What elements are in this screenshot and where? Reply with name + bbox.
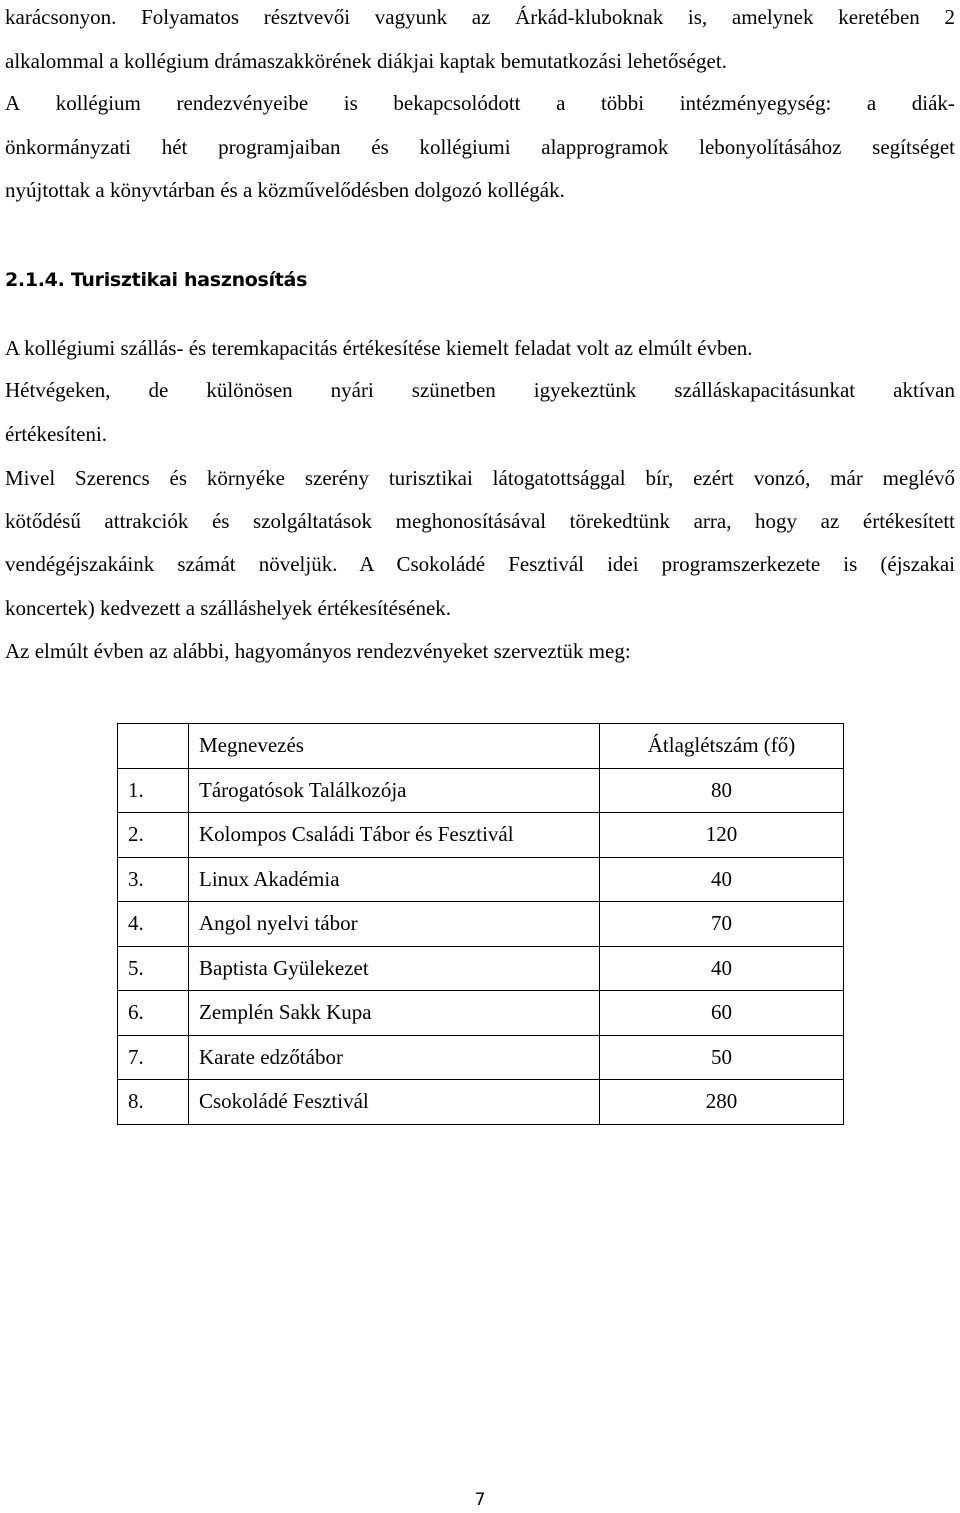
row-number-cell: 6. — [118, 991, 189, 1036]
header-number-cell — [118, 724, 189, 769]
paragraph-2-line-1-word: bekapcsolódott — [393, 91, 521, 115]
table-row — [118, 946, 844, 991]
paragraph-4-line-3-text: vendégéjszakáink számát növeljük. A Csokoládé Fesztivál idei programszerkezete is (éjszakai — [5, 552, 955, 576]
row-count-cell: 40 — [600, 946, 844, 991]
paragraph-3-line-2-word: aktívan — [893, 378, 955, 402]
row-name-cell: Karate edzőtábor — [189, 1035, 600, 1080]
table-row — [118, 1035, 844, 1080]
paragraph-2-line-1-word: intézményegység: — [679, 91, 832, 115]
row-count-cell: 70 — [600, 902, 844, 947]
header-count-cell: Átlaglétszám (fő) — [600, 724, 844, 769]
paragraph-3-line-3: értékesíteni. — [5, 422, 108, 446]
row-number-cell: 5. — [118, 946, 189, 991]
paragraph-2-line-2 — [5, 134, 955, 160]
paragraph-2-line-1 — [5, 90, 955, 116]
paragraph-2-line-3: nyújtottak a könyvtárban és a közművelődésben dolgozó kollégák. — [5, 178, 565, 202]
paragraph-3-line-2-word: nyári — [330, 378, 374, 402]
paragraph-4-line-2 — [5, 508, 955, 534]
table-row — [118, 1080, 844, 1125]
paragraph-1-line-1 — [5, 4, 955, 30]
row-count-cell: 50 — [600, 1035, 844, 1080]
row-name-cell: Baptista Gyülekezet — [189, 946, 600, 991]
paragraph-2-line-1-word: rendezvényeibe — [176, 91, 309, 115]
table-row — [118, 902, 844, 947]
section-heading: 2.1.4. Turisztikai hasznosítás — [5, 269, 308, 291]
paragraph-2-line-1-word: A — [5, 91, 21, 115]
paragraph-3-line-2-word: de — [148, 378, 169, 402]
paragraph-3-line-2-word: igyekeztünk — [533, 378, 637, 402]
table-row — [118, 768, 844, 813]
row-count-cell: 40 — [600, 857, 844, 902]
paragraph-3-line-2-word: szünetben — [411, 378, 496, 402]
paragraph-2-line-1-word: a — [866, 91, 877, 115]
header-name-cell: Megnevezés — [189, 724, 600, 769]
row-name-cell: Zemplén Sakk Kupa — [189, 991, 600, 1036]
row-number-cell: 7. — [118, 1035, 189, 1080]
row-count-cell: 60 — [600, 991, 844, 1036]
table-row — [118, 813, 844, 858]
table-row — [118, 857, 844, 902]
row-name-cell: Linux Akadémia — [189, 857, 600, 902]
paragraph-5-line-1: Az elmúlt évben az alábbi, hagyományos rendezvényeket szerveztük meg: — [5, 639, 631, 663]
row-number-cell: 3. — [118, 857, 189, 902]
paragraph-4-line-2-text: kötődésű attrakciók és szolgáltatások meghonosításával törekedtünk arra, hogy az értékesített — [5, 509, 955, 533]
paragraph-3-line-1: A kollégiumi szállás- és teremkapacitás értékesítése kiemelt feladat volt az elmúlt évben. — [5, 336, 753, 360]
paragraph-2-line-1-word: is — [343, 91, 358, 115]
row-number-cell: 4. — [118, 902, 189, 947]
row-number-cell: 1. — [118, 768, 189, 813]
paragraph-1-line-1-text: karácsonyon. Folyamatos résztvevői vagyunk az Árkád-kluboknak is, amelynek keretében 2 — [5, 5, 955, 29]
paragraph-3-line-2-word: Hétvégeken, — [5, 378, 111, 402]
row-count-cell: 120 — [600, 813, 844, 858]
row-name-cell: Csokoládé Fesztivál — [189, 1080, 600, 1125]
row-number-cell: 2. — [118, 813, 189, 858]
row-count-cell: 280 — [600, 1080, 844, 1125]
paragraph-4-line-4: koncertek) kedvezett a szálláshelyek értékesítésének. — [5, 596, 452, 620]
events-table — [117, 723, 844, 1125]
paragraph-4-line-1-text: Mivel Szerencs és környéke szerény turisztikai látogatottsággal bír, ezért vonzó, már meglévő — [5, 466, 955, 490]
paragraph-3-line-2-word: különösen — [206, 378, 293, 402]
table-header-row — [118, 724, 844, 769]
paragraph-3-line-2 — [5, 377, 955, 403]
row-count-cell: 80 — [600, 768, 844, 813]
page-number: 7 — [474, 1490, 486, 1510]
paragraph-2-line-2-text: önkormányzati hét programjaiban és kollégiumi alapprogramok lebonyolításához segítséget — [5, 135, 955, 159]
row-name-cell: Kolompos Családi Tábor és Fesztivál — [189, 813, 600, 858]
paragraph-1-line-2: alkalommal a kollégium drámaszakkörének diákjai kaptak bemutatkozási lehetőséget. — [5, 49, 727, 73]
paragraph-3-line-2-word: szálláskapacitásunkat — [674, 378, 856, 402]
row-name-cell: Angol nyelvi tábor — [189, 902, 600, 947]
paragraph-2-line-1-word: a — [556, 91, 566, 115]
paragraph-2-line-1-word: kollégium — [55, 91, 141, 115]
paragraph-2-line-1-word: diák- — [911, 91, 955, 115]
table-row — [118, 991, 844, 1036]
row-number-cell: 8. — [118, 1080, 189, 1125]
row-name-cell: Tárogatósok Találkozója — [189, 768, 600, 813]
paragraph-4-line-3 — [5, 551, 955, 577]
paragraph-4-line-1 — [5, 465, 955, 491]
paragraph-2-line-1-word: többi — [600, 91, 645, 115]
